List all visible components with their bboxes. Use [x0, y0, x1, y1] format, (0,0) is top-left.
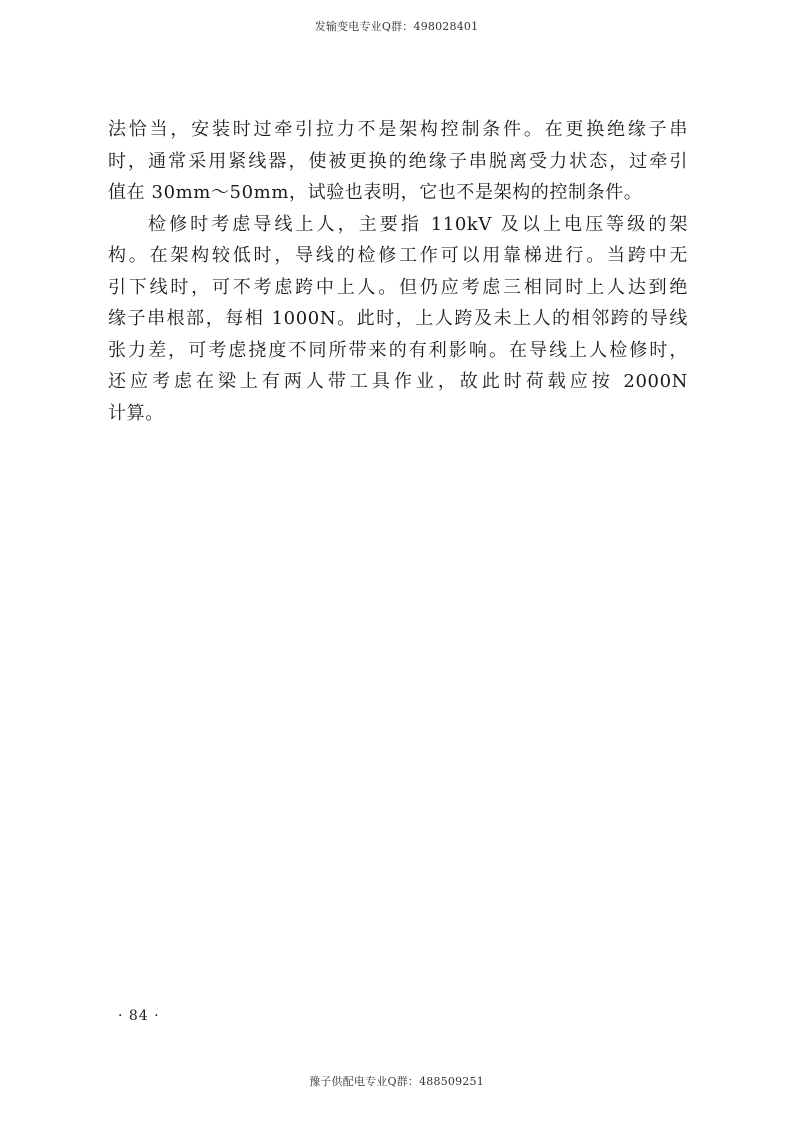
text-line: 构。在架构较低时，导线的检修工作可以用靠梯进行。当跨中无	[108, 245, 688, 266]
text-line: 法恰当，安装时过牵引拉力不是架构控制条件。在更换绝缘子串	[108, 119, 688, 140]
text-line: 检修时考虑导线上人，主要指 110kV 及以上电压等级的架	[148, 213, 688, 235]
text-line: 引下线时，可不考虑跨中上人。但仍应考虑三相同时上人达到绝	[108, 276, 688, 298]
page-footer: 豫子供配电专业Q群：488509251	[309, 1075, 484, 1088]
text-line: 值在 30mm～50mm，试验也表明，它也不是架构的控制条件。	[108, 182, 643, 203]
text-line: 计算。	[108, 402, 164, 424]
page-header: 发输变电专业Q群：498028401	[314, 20, 479, 33]
text-line: 还应考虑在梁上有两人带工具作业，故此时荷载应按 2000N	[108, 371, 688, 392]
page-number: · 84 ·	[118, 1008, 160, 1024]
text-line: 缘子串根部，每相 1000N。此时，上人跨及未上人的相邻跨的导线	[108, 308, 688, 329]
text-line: 张力差，可考虑挠度不同所带来的有利影响。在导线上人检修时，	[108, 339, 688, 361]
body-text	[108, 114, 688, 429]
text-line: 时，通常采用紧线器，使被更换的绝缘子串脱离受力状态，过牵引	[108, 150, 688, 172]
